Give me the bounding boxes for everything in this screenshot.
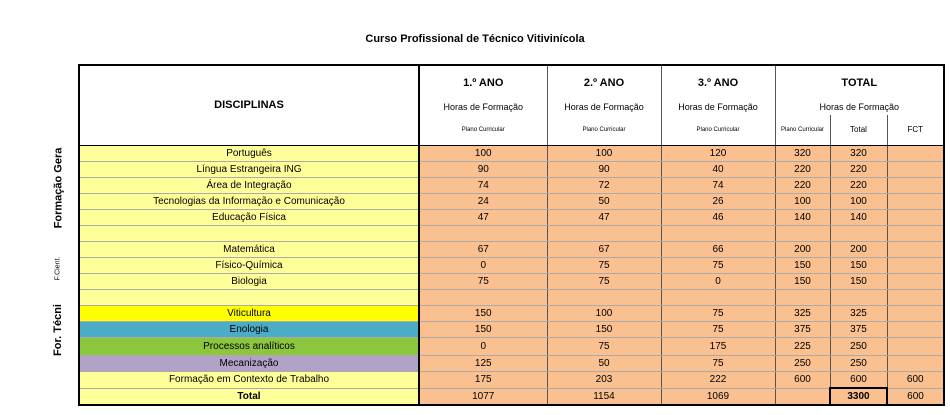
cell-a2: 47	[547, 210, 661, 226]
total-cell-a3: 1069	[661, 388, 775, 405]
horas-header-3: Horas de Formação	[661, 100, 775, 115]
discipline-name	[79, 226, 419, 242]
cell-plano	[775, 226, 830, 242]
total-label: Total	[79, 388, 419, 405]
cell-a1: 0	[419, 258, 547, 274]
cell-total: 140	[830, 210, 887, 226]
cell-a2: 72	[547, 178, 661, 194]
cell-total: 250	[830, 356, 887, 372]
cell-a1	[419, 226, 547, 242]
plano-header-1: Plano Curricular	[419, 115, 547, 146]
discipline-name: Enologia	[79, 322, 419, 338]
cell-a2: 100	[547, 306, 661, 322]
cell-total	[830, 226, 887, 242]
cell-a3: 75	[661, 258, 775, 274]
cell-plano: 600	[775, 372, 830, 389]
cell-a2: 50	[547, 356, 661, 372]
cell-a1: 125	[419, 356, 547, 372]
cell-a1: 75	[419, 274, 547, 290]
cell-a3: 75	[661, 322, 775, 338]
cell-plano: 250	[775, 356, 830, 372]
cell-total: 200	[830, 242, 887, 258]
plano-header-2: Plano Curricular	[547, 115, 661, 146]
discipline-name: Educação Física	[79, 210, 419, 226]
discipline-name: Tecnologias da Informação e Comunicação	[79, 194, 419, 210]
cell-fct	[887, 274, 944, 290]
cell-fct	[887, 162, 944, 178]
cell-a2: 90	[547, 162, 661, 178]
side-label-formacao-tecnica: For. Técni	[52, 304, 64, 356]
cell-total: 150	[830, 274, 887, 290]
cell-a3: 75	[661, 356, 775, 372]
cell-a3: 40	[661, 162, 775, 178]
discipline-name: Área de Integração	[79, 178, 419, 194]
total-cell-a2: 1154	[547, 388, 661, 405]
cell-plano: 220	[775, 162, 830, 178]
page-title: Curso Profissional de Técnico Vitivinícola	[365, 33, 585, 45]
cell-a2: 50	[547, 194, 661, 210]
cell-a3: 26	[661, 194, 775, 210]
cell-fct	[887, 258, 944, 274]
cell-a2: 67	[547, 242, 661, 258]
cell-plano: 150	[775, 274, 830, 290]
cell-a3: 0	[661, 274, 775, 290]
total-cell-a1: 1077	[419, 388, 547, 405]
cell-plano: 100	[775, 194, 830, 210]
total-cell-plano	[775, 388, 830, 405]
cell-a1: 47	[419, 210, 547, 226]
cell-fct	[887, 338, 944, 356]
cell-plano: 220	[775, 178, 830, 194]
cell-plano	[775, 290, 830, 306]
cell-a3: 222	[661, 372, 775, 389]
cell-a3: 66	[661, 242, 775, 258]
cell-total: 220	[830, 162, 887, 178]
total-cell-fct: 600	[887, 388, 944, 405]
cell-a1: 175	[419, 372, 547, 389]
cell-total: 600	[830, 372, 887, 389]
cell-total: 150	[830, 258, 887, 274]
table-row	[79, 146, 944, 162]
table-row	[79, 306, 944, 322]
cell-a3: 120	[661, 146, 775, 162]
table-row	[79, 178, 944, 194]
cell-a2: 150	[547, 322, 661, 338]
side-label-formacao-cientifica: F.Cient.	[54, 256, 62, 280]
discipline-name: Viticultura	[79, 306, 419, 322]
table-row	[79, 258, 944, 274]
cell-a1	[419, 290, 547, 306]
cell-fct	[887, 290, 944, 306]
cell-plano: 225	[775, 338, 830, 356]
header-row-years	[79, 65, 944, 100]
cell-a1: 150	[419, 306, 547, 322]
cell-a2: 75	[547, 338, 661, 356]
table-row	[79, 356, 944, 372]
cell-total: 100	[830, 194, 887, 210]
cell-a2	[547, 290, 661, 306]
cell-a2: 203	[547, 372, 661, 389]
cell-fct	[887, 178, 944, 194]
year-3-header: 3.º ANO	[661, 65, 775, 100]
cell-a3: 175	[661, 338, 775, 356]
table-row	[79, 322, 944, 338]
cell-plano: 140	[775, 210, 830, 226]
cell-fct	[887, 226, 944, 242]
cell-a2: 100	[547, 146, 661, 162]
cell-total: 250	[830, 338, 887, 356]
cell-fct	[887, 356, 944, 372]
cell-fct	[887, 210, 944, 226]
horas-header-2: Horas de Formação	[547, 100, 661, 115]
cell-a2: 75	[547, 258, 661, 274]
cell-a2: 75	[547, 274, 661, 290]
table-row	[79, 162, 944, 178]
cell-total: 325	[830, 306, 887, 322]
table-row	[79, 290, 944, 306]
cell-fct	[887, 306, 944, 322]
curriculum-table	[78, 64, 945, 406]
table-row	[79, 210, 944, 226]
discipline-name: Físico-Química	[79, 258, 419, 274]
cell-total	[830, 290, 887, 306]
year-2-header: 2.º ANO	[547, 65, 661, 100]
cell-a2	[547, 226, 661, 242]
cell-total: 320	[830, 146, 887, 162]
cell-total: 220	[830, 178, 887, 194]
total-cell-total: 3300	[830, 388, 887, 405]
total-header: TOTAL	[775, 65, 944, 100]
cell-fct	[887, 322, 944, 338]
table-row	[79, 274, 944, 290]
discipline-name	[79, 290, 419, 306]
fct-col-header: FCT	[887, 115, 944, 146]
cell-plano: 200	[775, 242, 830, 258]
cell-a1: 150	[419, 322, 547, 338]
cell-plano: 325	[775, 306, 830, 322]
cell-plano: 375	[775, 322, 830, 338]
plano-header-total: Plano Curricular	[775, 115, 830, 146]
discipline-name: Biologia	[79, 274, 419, 290]
cell-a1: 90	[419, 162, 547, 178]
cell-fct	[887, 146, 944, 162]
cell-a3	[661, 290, 775, 306]
table-row	[79, 372, 944, 389]
table-row	[79, 194, 944, 210]
discipline-name: Língua Estrangeira ING	[79, 162, 419, 178]
cell-a3: 46	[661, 210, 775, 226]
total-col-header: Total	[830, 115, 887, 146]
plano-header-3: Plano Curricular	[661, 115, 775, 146]
cell-a1: 100	[419, 146, 547, 162]
side-label-formacao-geral: Formação Gera	[52, 147, 65, 229]
horas-header-total: Horas de Formação	[775, 100, 944, 115]
table-row	[79, 226, 944, 242]
cell-fct	[887, 194, 944, 210]
cell-a3	[661, 226, 775, 242]
cell-fct: 600	[887, 372, 944, 389]
discipline-name: Português	[79, 146, 419, 162]
cell-a3: 74	[661, 178, 775, 194]
discipline-name: Formação em Contexto de Trabalho	[79, 372, 419, 389]
discipline-name: Mecanização	[79, 356, 419, 372]
cell-plano: 150	[775, 258, 830, 274]
discipline-name: Processos analíticos	[79, 338, 419, 356]
total-row	[79, 388, 944, 405]
table-row	[79, 242, 944, 258]
discipline-name: Matemática	[79, 242, 419, 258]
cell-a3: 75	[661, 306, 775, 322]
cell-plano: 320	[775, 146, 830, 162]
horas-header-1: Horas de Formação	[419, 100, 547, 115]
disciplinas-header: DISCIPLINAS	[79, 65, 419, 146]
cell-total: 375	[830, 322, 887, 338]
cell-a1: 74	[419, 178, 547, 194]
cell-fct	[887, 242, 944, 258]
table-row	[79, 338, 944, 356]
cell-a1: 67	[419, 242, 547, 258]
cell-a1: 0	[419, 338, 547, 356]
cell-a1: 24	[419, 194, 547, 210]
year-1-header: 1.º ANO	[419, 65, 547, 100]
